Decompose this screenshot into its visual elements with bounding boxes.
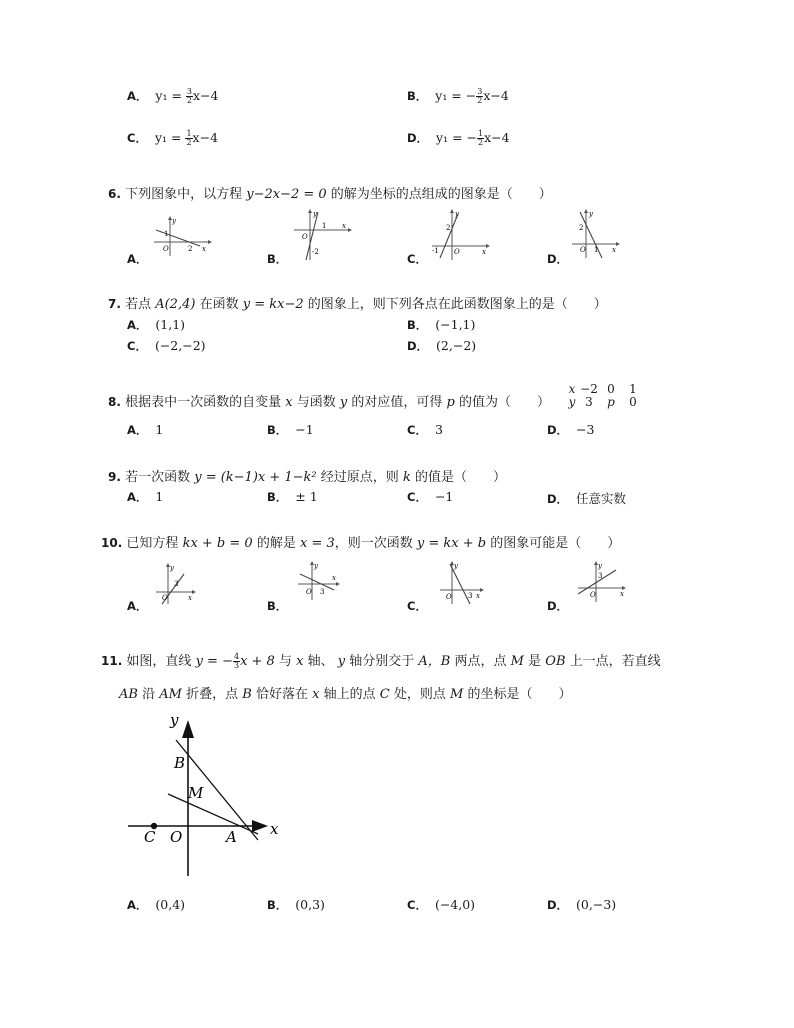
option-letter: B． <box>267 490 288 504</box>
graph-label: x <box>188 594 192 602</box>
option-letter: C． <box>407 252 427 266</box>
graph-label: O <box>162 594 168 602</box>
table-cell: y <box>568 395 576 409</box>
table-cell: 3 <box>585 395 593 409</box>
stem-text: 已知方程 <box>126 536 179 551</box>
graph-label: y <box>172 217 176 225</box>
q5-option-c[interactable] <box>127 130 218 147</box>
var-x: x <box>296 654 304 669</box>
graph-label: O <box>302 233 308 241</box>
table-cell: x <box>568 382 576 396</box>
option-letter: A． <box>127 898 148 912</box>
q5-option-d[interactable] <box>407 130 510 147</box>
stem-text: 上一点，若直线 <box>569 654 661 669</box>
point-m: M <box>450 687 464 702</box>
option-letter: A． <box>127 599 148 613</box>
stem-text: 如图，直线 <box>126 654 192 669</box>
q8-option-a[interactable] <box>127 422 163 438</box>
label-c: C <box>144 828 156 846</box>
q7-option-a[interactable] <box>127 317 185 333</box>
segment-ob: OB <box>545 654 566 669</box>
question-number: 8. <box>108 395 121 409</box>
table-cell: 1 <box>629 382 637 396</box>
label-o: O <box>170 828 183 846</box>
option-letter: B． <box>267 898 288 912</box>
stem-text: 的值为（ ） <box>458 395 550 410</box>
q5-option-b[interactable] <box>407 88 509 105</box>
option-letter: A． <box>127 490 148 504</box>
stem-text: 的解是 <box>256 536 296 551</box>
q10-label-d[interactable] <box>547 598 576 614</box>
option-letter: C． <box>127 339 147 353</box>
option-rest: x−4 <box>192 130 219 145</box>
line-ab: AB <box>119 687 138 702</box>
option-letter: B． <box>267 423 288 437</box>
point-m: M <box>510 654 524 669</box>
graph-label: 1 <box>594 246 599 254</box>
stem-text: 两点，点 <box>454 654 507 669</box>
stem-text: 根据表中一次函数的自变量 <box>125 395 282 410</box>
graph-label: y <box>313 210 317 218</box>
table-cell: p <box>607 395 615 409</box>
q6-graph-b[interactable] <box>290 208 352 262</box>
fraction: $\frac{3}{2}$ <box>477 87 483 105</box>
stem-text: 处，则点 <box>393 687 446 702</box>
q11-option-b[interactable] <box>267 897 325 913</box>
option-letter: C． <box>407 599 427 613</box>
option-letter: D． <box>547 252 569 266</box>
fraction: $\frac{4}{3}$ <box>233 652 240 670</box>
option-value: (0,4) <box>155 897 186 912</box>
graph-label: 2 <box>188 245 193 253</box>
option-letter: A． <box>127 318 148 332</box>
table-row-y <box>566 396 644 409</box>
stem-text: 的解为坐标的点组成的图象是（ ） <box>330 187 552 202</box>
graph-label: 3 <box>174 580 179 588</box>
q11-stem-line2 <box>119 683 571 702</box>
graph-label: x <box>612 246 616 254</box>
stem-text: 经过原点，则 <box>320 470 399 485</box>
graph-label: y <box>598 562 602 570</box>
graph-label: x <box>332 574 336 582</box>
option-value: 1 <box>155 422 164 437</box>
graph-label: y <box>589 210 593 218</box>
q8-stem <box>108 391 550 410</box>
option-expr: y₁ = − <box>435 88 477 103</box>
stem-text: 恰好落在 <box>255 687 308 702</box>
option-expr: y₁ = − <box>436 130 478 145</box>
q10-label-a[interactable] <box>127 598 155 614</box>
x-axis-arrow-icon <box>252 820 268 832</box>
stem-text: 与函数 <box>296 395 336 410</box>
q7-stem <box>108 293 607 312</box>
graph-label: 2 <box>446 224 451 232</box>
stem-text: 的值是（ ） <box>414 470 506 485</box>
stem-text: 与 <box>278 654 292 669</box>
q9-option-a[interactable] <box>127 489 163 505</box>
stem-text: 轴分别交于 <box>349 654 415 669</box>
stem-text: 下列图象中，以方程 <box>125 187 243 202</box>
graph-label: -2 <box>312 248 319 256</box>
q6-graph-d[interactable] <box>568 208 622 260</box>
point-a: A(2,4) <box>155 297 196 312</box>
option-value: −1 <box>295 422 314 437</box>
stem-text: 在函数 <box>199 297 239 312</box>
graph-label: y <box>314 562 318 570</box>
graph-label: 2 <box>579 224 584 232</box>
function: y = kx + b <box>416 536 487 551</box>
option-rest: x−4 <box>193 88 219 103</box>
option-value: 任意实数 <box>576 491 627 506</box>
var-p: p <box>446 395 455 410</box>
stem-text: 的图象上，则下列各点在此函数图象上的是（ ） <box>307 297 607 312</box>
option-value: (1,1) <box>155 317 186 332</box>
q8-option-b[interactable] <box>267 422 314 438</box>
graph-label: O <box>163 245 169 253</box>
q7-option-c[interactable] <box>127 338 206 354</box>
q11-option-a[interactable] <box>127 897 185 913</box>
q10-label-c[interactable] <box>407 598 435 614</box>
q7-option-b[interactable] <box>407 317 475 333</box>
stem-text: 沿 <box>142 687 156 702</box>
stem-text: 折叠，点 <box>186 687 239 702</box>
stem-text: ，则一次函数 <box>334 536 413 551</box>
option-letter: A． <box>127 252 148 266</box>
q7-option-d[interactable] <box>407 338 476 354</box>
option-letter: C． <box>407 423 427 437</box>
question-number: 11. <box>101 654 123 668</box>
stem-text: 的对应值，可得 <box>351 395 443 410</box>
q10-graph-a[interactable] <box>154 562 196 606</box>
q9-option-c[interactable] <box>407 489 453 505</box>
q10-label-b[interactable] <box>267 598 295 614</box>
graph-label: O <box>590 591 596 599</box>
option-rest: x−4 <box>483 88 509 103</box>
option-value: (0,3) <box>295 897 325 912</box>
q8-option-c[interactable] <box>407 422 443 438</box>
stem-text: 若一次函数 <box>125 470 191 485</box>
fraction: $\frac{1}{2}$ <box>186 129 192 147</box>
var-y: y <box>339 395 348 410</box>
q6-graph-c[interactable] <box>428 208 490 262</box>
option-letter: A． <box>127 423 148 437</box>
q10-graph-c[interactable] <box>438 560 484 606</box>
question-number: 9. <box>108 470 121 484</box>
option-letter: D． <box>547 898 569 912</box>
stem-text: 的图象可能是（ ） <box>490 536 621 551</box>
graph-label: -1 <box>432 247 439 255</box>
function: y = (k−1)x + 1−k² <box>194 470 317 485</box>
y-axis-arrow-icon <box>182 720 194 738</box>
option-letter: B． <box>267 252 288 266</box>
option-letter: D． <box>407 339 429 353</box>
fraction: $\frac{3}{2}$ <box>186 87 192 105</box>
q8-option-d[interactable] <box>547 422 594 438</box>
graph-label: O <box>454 248 460 256</box>
option-letter: A． <box>127 89 148 103</box>
stem-text: 轴、 <box>307 654 334 669</box>
graph-label: x <box>620 590 624 598</box>
option-letter: B． <box>407 318 428 332</box>
question-number: 7. <box>108 297 121 311</box>
q10-stem <box>101 532 620 551</box>
q9-stem <box>108 466 506 485</box>
point-c: C <box>379 687 390 702</box>
option-letter: D． <box>547 423 569 437</box>
function: y = − $\frac{4}{3}$ x + 8 <box>195 652 275 670</box>
option-rest: x−4 <box>484 130 510 145</box>
graph-label: 1 <box>322 222 327 230</box>
line-am: AM <box>159 687 182 702</box>
option-value: (−1,1) <box>435 317 476 332</box>
q11-option-d[interactable] <box>547 897 616 913</box>
graph-label: x <box>202 245 206 253</box>
option-letter: D． <box>407 131 429 145</box>
question-number: 10. <box>101 536 123 550</box>
option-letter: C． <box>127 131 147 145</box>
graph-label: 3 <box>468 592 473 600</box>
q6-stem <box>108 183 552 202</box>
label-x: x <box>270 820 279 838</box>
graph-label: y <box>170 564 174 572</box>
label-b: B <box>174 754 186 772</box>
q5-option-a[interactable] <box>127 88 218 105</box>
points-ab: A，B <box>418 654 451 669</box>
option-value: −1 <box>434 489 454 504</box>
q6-graph-a[interactable] <box>150 214 212 258</box>
graph-label: O <box>580 246 586 254</box>
option-letter: C． <box>407 898 427 912</box>
option-value: (−4,0) <box>434 897 476 912</box>
stem-text: 是 <box>528 654 542 669</box>
q9-option-d[interactable] <box>547 489 626 507</box>
solution: x = 3 <box>299 536 335 551</box>
option-value: 1 <box>155 489 164 504</box>
option-expr: y₁ = <box>155 88 186 103</box>
graph-label: y <box>455 210 459 218</box>
option-value: −3 <box>576 422 595 437</box>
var-k: k <box>402 470 411 485</box>
graph-label: O <box>306 588 312 596</box>
var-x: x <box>312 687 320 702</box>
label-y: y <box>170 711 179 729</box>
option-expr: y₁ = <box>154 130 186 145</box>
point-b: B <box>242 687 252 702</box>
q11-figure <box>120 710 290 880</box>
option-letter: D． <box>547 599 569 613</box>
q9-option-b[interactable] <box>267 489 318 505</box>
q11-option-c[interactable] <box>407 897 475 913</box>
stem-text: 的坐标是（ ） <box>467 687 572 702</box>
table-cell: 0 <box>629 395 637 409</box>
fraction: $\frac{1}{2}$ <box>478 129 484 147</box>
var-x: x <box>285 395 293 410</box>
q10-graph-d[interactable] <box>576 560 626 604</box>
graph-label: x <box>342 222 346 230</box>
table-cell: −2 <box>580 382 598 396</box>
q10-graph-b[interactable] <box>296 560 340 604</box>
graph-label: x <box>482 248 486 256</box>
equation: kx + b = 0 <box>182 536 253 551</box>
table-cell: 0 <box>607 382 615 396</box>
graph-label: O <box>446 593 452 601</box>
label-a: A <box>226 828 237 846</box>
option-letter: B． <box>267 599 288 613</box>
label-m: M <box>188 784 204 802</box>
graph-label: 3 <box>320 588 325 596</box>
stem-text: 若点 <box>125 297 152 312</box>
q8-value-table <box>566 383 644 409</box>
option-value: ± 1 <box>295 489 318 504</box>
q11-stem-line1 <box>101 650 661 670</box>
graph-label: 3 <box>598 572 603 580</box>
question-number: 6. <box>108 187 121 201</box>
stem-text: 轴上的点 <box>323 687 376 702</box>
option-value: (2,−2) <box>436 338 477 353</box>
graph-label: y <box>454 562 458 570</box>
option-letter: C． <box>407 490 427 504</box>
graph-label: 1 <box>164 230 169 238</box>
equation: y−2x−2 = 0 <box>246 187 327 202</box>
function: y = kx−2 <box>242 297 304 312</box>
option-letter: B． <box>407 89 428 103</box>
option-value: (0,−3) <box>576 897 617 912</box>
var-y: y <box>337 654 346 669</box>
option-value: (−2,−2) <box>154 338 206 353</box>
graph-label: x <box>476 592 480 600</box>
option-value: 3 <box>434 422 443 437</box>
option-letter: D． <box>547 492 569 506</box>
